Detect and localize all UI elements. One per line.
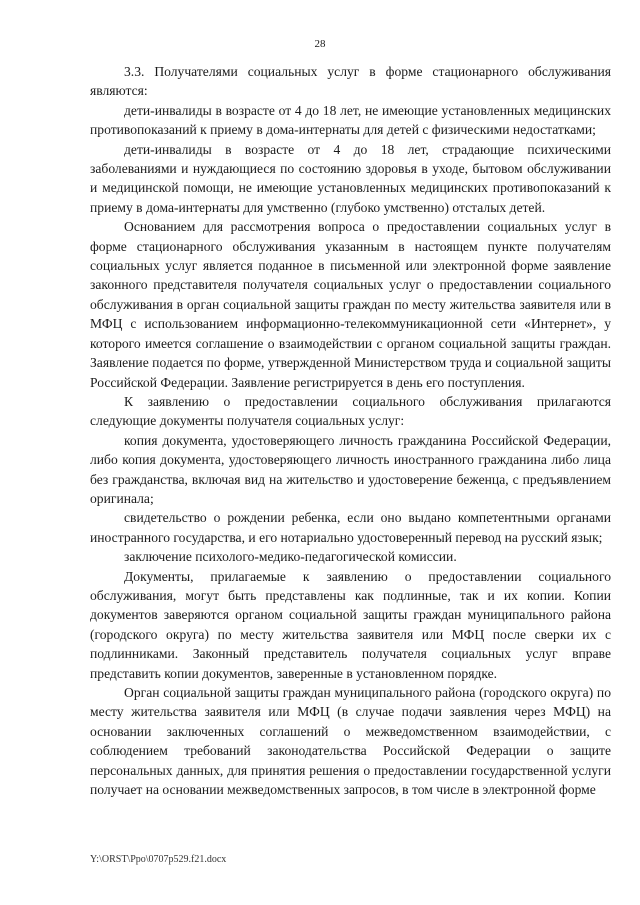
paragraph-list-item: дети-инвалиды в возрасте от 4 до 18 лет, не имеющие установленных медицинских противопоказаний к приему в дома-интернаты для детей с физическими недостатками; bbox=[90, 102, 611, 138]
paragraph-list-item: дети-инвалиды в возрасте от 4 до 18 лет, страдающие психическими заболеваниями и нуждающиеся по состоянию здоровья в уходе, бытовом обслуживании и медицинской помощи, не имеющие установленных медицинских противопоказаний к приему в дома-интернаты для умственно (глубоко умственно) отсталых детей. bbox=[90, 141, 611, 215]
paragraph: Основанием для рассмотрения вопроса о предоставлении социальных услуг в форме стационарного обслуживания указанным в настоящем пункте получателям социальных услуг является поданное в письменной или электронной форме заявление законного представителя получателя социальных услуг о предоставлении социального обслуживания в орган социальной защиты граждан по месту жительства заявителя или в МФЦ с использованием информационно-телекоммуникационной сети «Интернет», у которого имеется соглашение о взаимодействии с органом социальной защиты граждан. Заявление подается по форме, утвержденной Министерством труда и социальной защиты Российской Федерации. Заявление регистрируется в день его поступления. bbox=[90, 219, 611, 390]
paragraph-list-item: заключение психолого-медико-педагогической комиссии. bbox=[124, 549, 457, 565]
paragraph: Орган социальной защиты граждан муниципального района (городского округа) по месту жительства заявителя или МФЦ (в случае подачи заявления через МФЦ) на основании заключенных соглашений о межведомственном взаимодействии, с соблюдением требований законодательства Российской Федерации о защите персональных данных, для принятия решения о предоставлении государственной услуги получает на основании межведомственных запросов, в том числе в электронной форме bbox=[90, 685, 611, 798]
file-path-footer: Y:\ORST\Ppo\0707p529.f21.docx bbox=[90, 854, 227, 865]
paragraph-list-item: копия документа, удостоверяющего личность гражданина Российской Федерации, либо копия документа, удостоверяющего личность иностранного гражданина либо лица без гражданства, включая вид на жительство и удостоверение беженца, с предъявлением оригинала; bbox=[90, 432, 611, 506]
paragraph: Документы, прилагаемые к заявлению о предоставлении социального обслуживания, могут быть представлены как подлинные, так и их копии. Копии документов заверяются органом социальной защиты граждан муниципального района (городского округа) по месту жительства заявителя или МФЦ после сверки их с подлинниками. Законный представитель получателя социальных услуг вправе представить копии документов, заверенные в установленном порядке. bbox=[90, 568, 611, 681]
page-number: 28 bbox=[314, 38, 326, 50]
document-body bbox=[90, 62, 611, 799]
paragraph-list-item: свидетельство о рождении ребенка, если оно выдано компетентными органами иностранного государства, и его нотариально удостоверенный перевод на русский язык; bbox=[90, 510, 611, 545]
paragraph: К заявлению о предоставлении социального обслуживания прилагаются следующие документы получателя социальных услуг: bbox=[90, 393, 611, 429]
paragraph-3-3-heading: 3.3. Получателями социальных услуг в форме стационарного обслуживания являются: bbox=[90, 64, 611, 99]
